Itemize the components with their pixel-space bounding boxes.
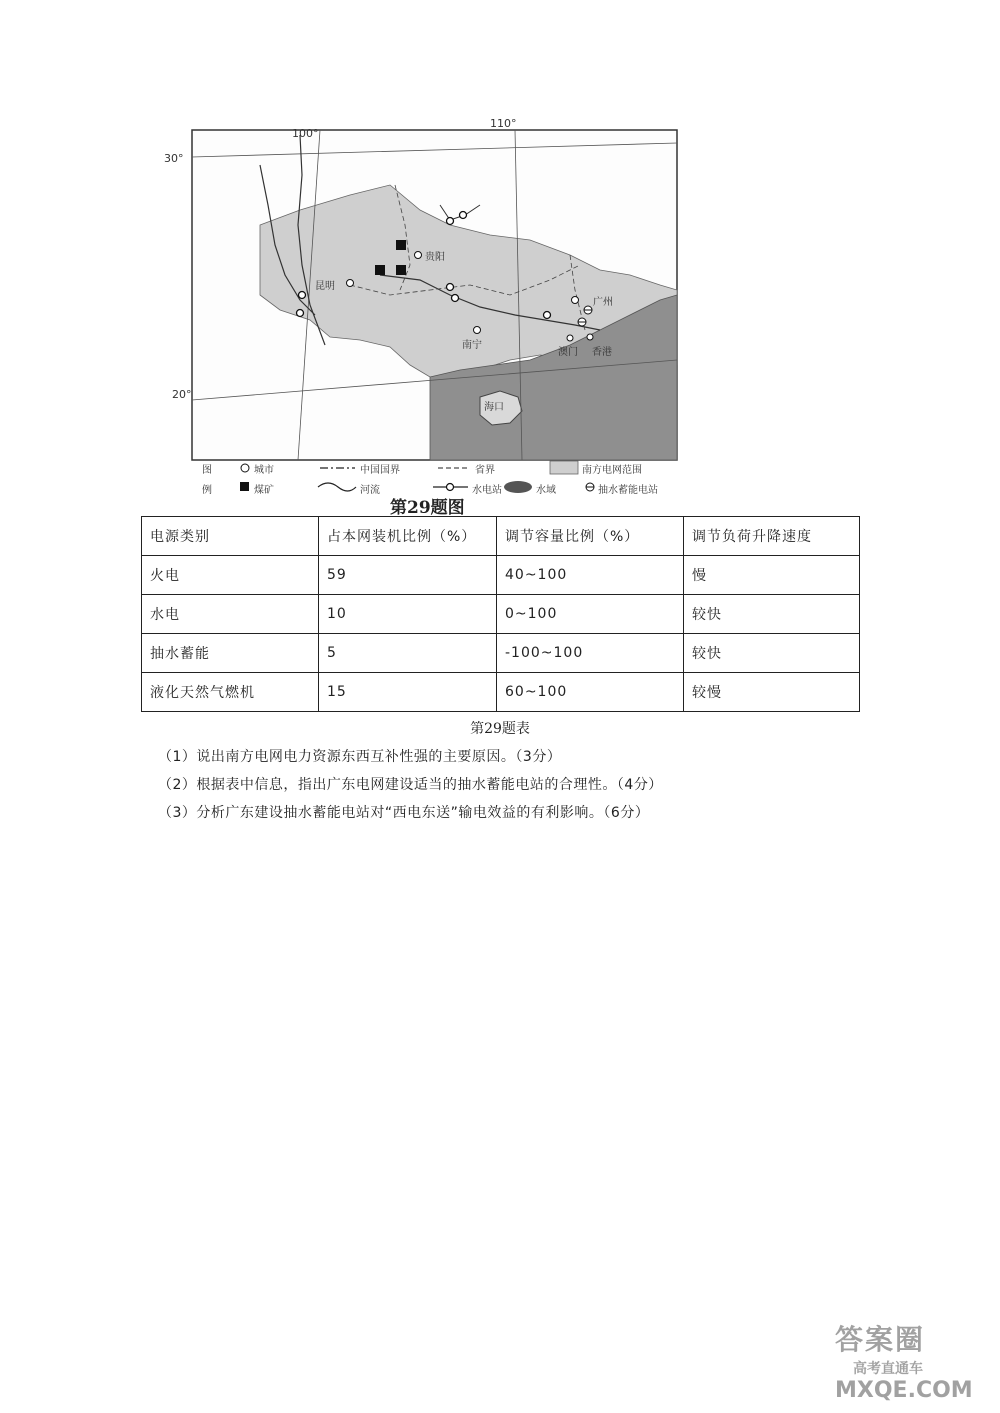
city-marker xyxy=(347,280,354,287)
hydro-station-marker xyxy=(544,312,551,319)
table-caption: 第29题表 xyxy=(470,721,530,737)
city-kunming-label: 昆明 xyxy=(315,281,335,292)
watermark-logo xyxy=(835,1318,973,1408)
legend-city-symbol xyxy=(241,464,249,472)
legend-coal-label: 煤矿 xyxy=(254,485,274,496)
coal-mine-marker xyxy=(375,265,385,275)
table-cell: 液化天然气燃机 xyxy=(142,673,319,712)
table-row xyxy=(142,595,860,634)
city-marker xyxy=(474,327,481,334)
legend-heading: 图 xyxy=(202,465,212,476)
table-row xyxy=(142,634,860,673)
legend-province-label: 省界 xyxy=(475,465,495,476)
table-cell: 15 xyxy=(319,673,497,712)
city-marker xyxy=(572,297,579,304)
legend-river-label: 河流 xyxy=(360,485,380,496)
table-header-cell: 调节负荷升降速度 xyxy=(684,517,860,556)
table-cell: 火电 xyxy=(142,556,319,595)
legend-water-symbol xyxy=(504,481,532,493)
table-header-cell: 占本网装机比例（%） xyxy=(319,517,497,556)
table-cell: 5 xyxy=(319,634,497,673)
question-1: （1）说出南方电网电力资源东西互补性强的主要原因。（3分） xyxy=(158,749,562,765)
table-cell: 较快 xyxy=(684,634,860,673)
lon-100-label: 100° xyxy=(292,127,319,140)
map-title: 第29题图 xyxy=(390,498,465,518)
hydro-station-marker xyxy=(299,292,306,299)
city-guiyang-label: 贵阳 xyxy=(425,252,445,263)
table-header-cell: 电源类别 xyxy=(142,517,319,556)
coal-mine-marker xyxy=(396,265,406,275)
question-2: （2）根据表中信息，指出广东电网建设适当的抽水蓄能电站的合理性。（4分） xyxy=(158,777,663,793)
watermark-middle-text: 高考直通车 xyxy=(853,1361,923,1377)
legend-heading: 例 xyxy=(202,485,212,496)
legend-grid-symbol xyxy=(550,461,578,474)
lat-20-label: 20° xyxy=(172,388,192,401)
table-cell: 水电 xyxy=(142,595,319,634)
lon-110-label: 110° xyxy=(490,117,517,130)
city-marker xyxy=(415,252,422,259)
city-guangzhou-label: 广州 xyxy=(593,297,613,308)
table-cell: 较快 xyxy=(684,595,860,634)
table-cell: 40~100 xyxy=(497,556,684,595)
city-aomen-label: 澳门 xyxy=(558,347,578,358)
table-row xyxy=(142,556,860,595)
hydro-station-marker xyxy=(447,218,454,225)
hydro-station-marker xyxy=(297,310,304,317)
coal-mine-marker xyxy=(396,240,406,250)
table-cell: 59 xyxy=(319,556,497,595)
watermark-top-text: 答案圈 xyxy=(835,1323,926,1356)
table-cell: 10 xyxy=(319,595,497,634)
map-figure xyxy=(150,115,730,518)
table-row xyxy=(142,673,860,712)
legend-hydro-label: 水电站 xyxy=(472,485,502,496)
table-cell: 0~100 xyxy=(497,595,684,634)
legend-grid-label: 南方电网范围 xyxy=(582,465,642,476)
city-haikou-label: 海口 xyxy=(484,402,504,413)
hydro-station-marker xyxy=(447,284,454,291)
watermark-bottom-text: MXQE.COM xyxy=(835,1378,973,1403)
legend-coal-symbol xyxy=(240,482,249,491)
table-cell: 较慢 xyxy=(684,673,860,712)
table-cell: -100~100 xyxy=(497,634,684,673)
power-source-table xyxy=(141,516,860,712)
hydro-station-marker xyxy=(452,295,459,302)
table-header-cell: 调节容量比例（%） xyxy=(497,517,684,556)
legend-pumped-label: 抽水蓄能电站 xyxy=(598,485,658,496)
city-marker xyxy=(587,334,593,340)
lat-30-label: 30° xyxy=(164,152,184,165)
table-header-row xyxy=(142,517,860,556)
table-cell: 抽水蓄能 xyxy=(142,634,319,673)
question-3: （3）分析广东建设抽水蓄能电站对“西电东送”输电效益的有利影响。（6分） xyxy=(158,805,650,821)
city-xianggang-label: 香港 xyxy=(592,347,612,358)
map-drawing xyxy=(150,115,730,515)
city-nanning-label: 南宁 xyxy=(462,340,482,351)
legend-city-label: 城市 xyxy=(254,465,274,476)
legend-border-label: 中国国界 xyxy=(360,465,400,476)
table-cell: 60~100 xyxy=(497,673,684,712)
table-cell: 慢 xyxy=(684,556,860,595)
legend-water-label: 水域 xyxy=(536,485,556,496)
city-marker xyxy=(567,335,573,341)
hydro-station-marker xyxy=(460,212,467,219)
